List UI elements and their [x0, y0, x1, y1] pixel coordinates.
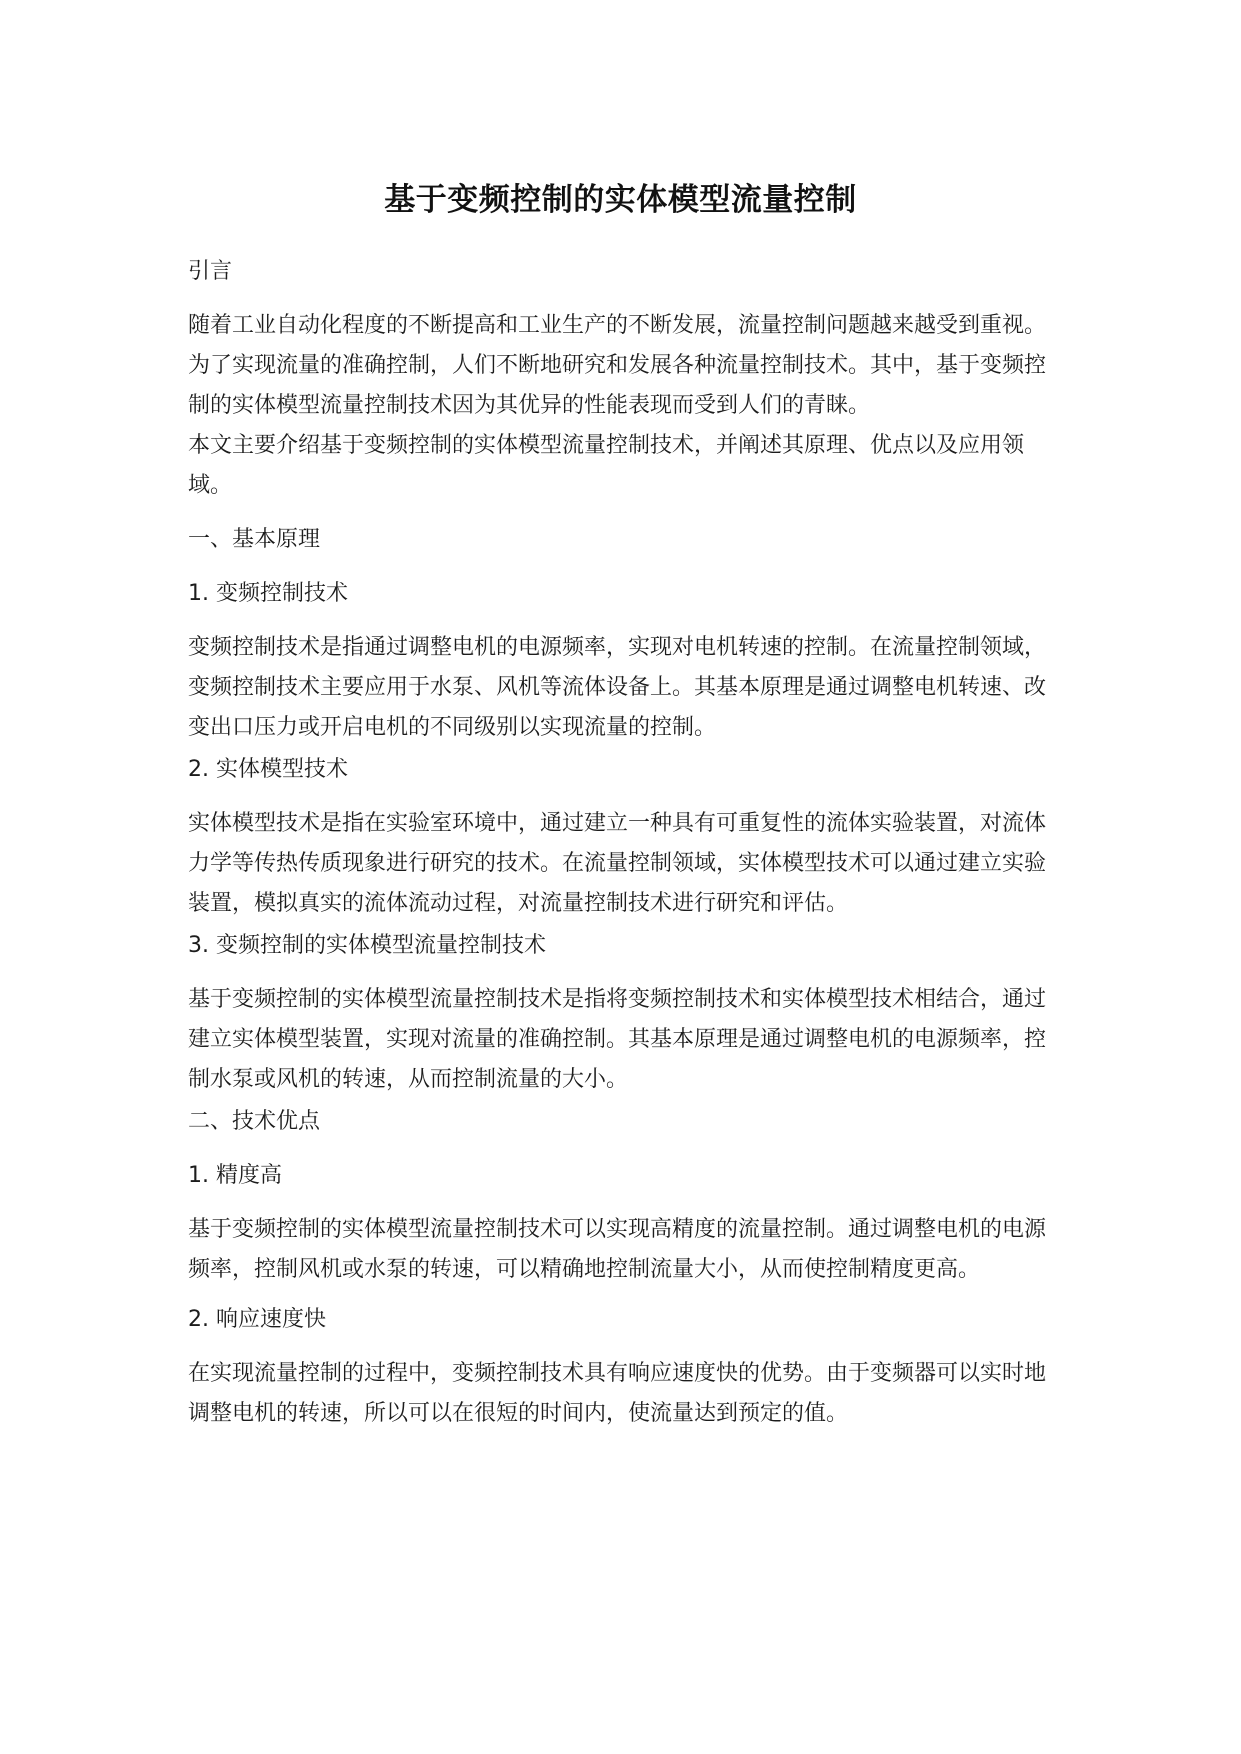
paragraph-intro-1: 随着工业自动化程度的不断提高和工业生产的不断发展，流量控制问题越来越受到重视。为了实现流量的准确控制，人们不断地研究和发展各种流量控制技术。其中，基于变频控制的实体模型流量控制技术因为其优异的性能表现而受到人们的青睐。 [188, 313, 1047, 418]
subheading-vfd-technology: 1. 变频控制技术 [188, 581, 348, 606]
subheading-vfd-model-flow: 3. 变频控制的实体模型流量控制技术 [188, 933, 546, 958]
heading-introduction: 引言 [188, 259, 233, 284]
paragraph-vfd-technology: 变频控制技术是指通过调整电机的电源频率，实现对电机转速的控制。在流量控制领域，变频控制技术主要应用于水泵、风机等流体设备上。其基本原理是通过调整电机转速、改变出口压力或开启电机的不同级别以实现流量的控制。 [188, 635, 1047, 740]
paragraph-physical-model: 实体模型技术是指在实验室环境中，通过建立一种具有可重复性的流体实验装置，对流体力学等传热传质现象进行研究的技术。在流量控制领域，实体模型技术可以通过建立实验装置，模拟真实的流体流动过程，对流量控制技术进行研究和评估。 [188, 811, 1047, 916]
paragraph-high-precision: 基于变频控制的实体模型流量控制技术可以实现高精度的流量控制。通过调整电机的电源频率，控制风机或水泵的转速，可以精确地控制流量大小，从而使控制精度更高。 [188, 1217, 1047, 1282]
paragraph-fast-response: 在实现流量控制的过程中，变频控制技术具有响应速度快的优势。由于变频器可以实时地调整电机的转速，所以可以在很短的时间内，使流量达到预定的值。 [188, 1361, 1047, 1426]
paragraph-vfd-model-flow: 基于变频控制的实体模型流量控制技术是指将变频控制技术和实体模型技术相结合，通过建立实体模型装置，实现对流量的准确控制。其基本原理是通过调整电机的电源频率，控制水泵或风机的转速，从而控制流量的大小。 [188, 987, 1047, 1092]
section-heading-principles: 一、基本原理 [188, 527, 321, 552]
paragraph-intro-2: 本文主要介绍基于变频控制的实体模型流量控制技术，并阐述其原理、优点以及应用领域。 [188, 433, 1025, 498]
document-title: 基于变频控制的实体模型流量控制 [384, 182, 857, 218]
subheading-high-precision: 1. 精度高 [188, 1163, 282, 1188]
subheading-physical-model: 2. 实体模型技术 [188, 757, 348, 782]
subheading-fast-response: 2. 响应速度快 [188, 1307, 326, 1332]
section-heading-advantages: 二、技术优点 [188, 1109, 321, 1134]
